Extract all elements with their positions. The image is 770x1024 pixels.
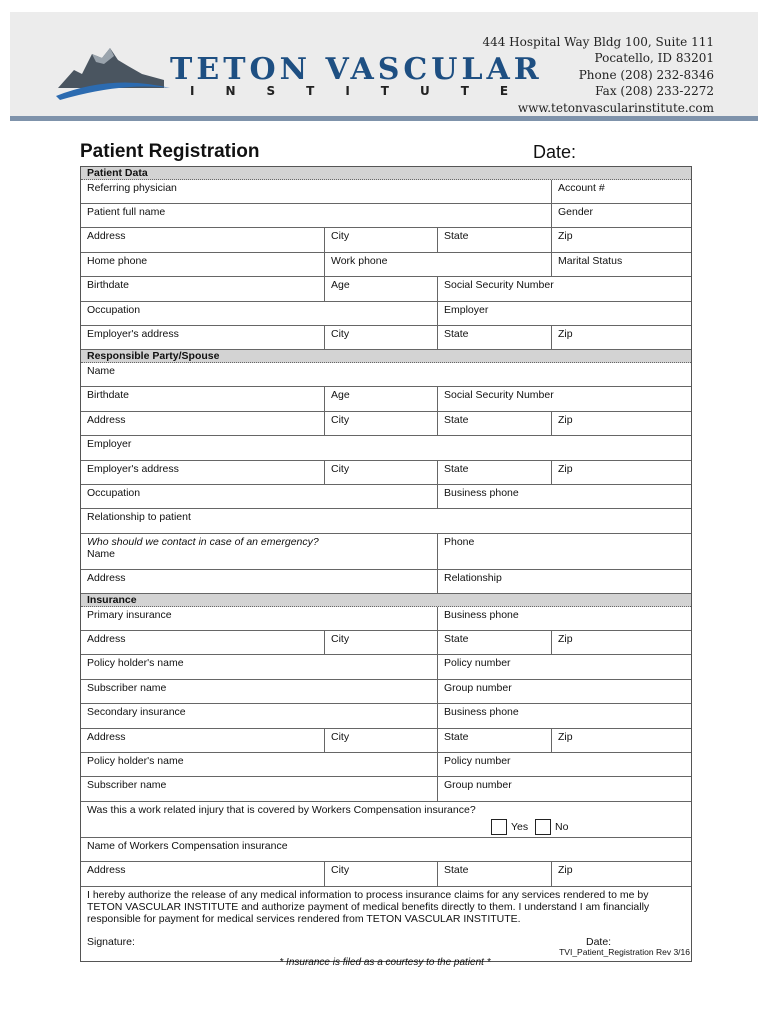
date-field[interactable]: Date: xyxy=(533,142,577,162)
fax-line: Fax (208) 233-2272 xyxy=(595,84,714,99)
form-row xyxy=(81,204,691,228)
emergency-relationship-field[interactable]: Relationship xyxy=(437,570,691,593)
secondary-state-field[interactable]: State xyxy=(437,729,551,752)
primary-insurance-field[interactable]: Primary insurance xyxy=(87,609,172,622)
workers-comp-question: Was this a work related injury that is covered by Workers Compensation insurance? xyxy=(87,803,476,816)
rp-employer-field[interactable]: Employer xyxy=(87,438,132,451)
form-row xyxy=(81,777,691,801)
yes-label: Yes xyxy=(511,820,529,833)
rp-state-field[interactable]: State xyxy=(437,412,551,435)
form-row xyxy=(81,607,691,631)
form-row xyxy=(81,461,691,485)
relationship-to-patient-field[interactable]: Relationship to patient xyxy=(87,511,191,524)
form-row xyxy=(81,631,691,655)
emergency-question: Who should we contact in case of an emergency? xyxy=(87,535,319,548)
home-phone-field[interactable]: Home phone xyxy=(87,254,148,267)
secondary-business-phone-field[interactable]: Business phone xyxy=(437,704,691,727)
form-row xyxy=(81,326,691,350)
address-field[interactable]: Address xyxy=(87,230,126,243)
workers-comp-name-field[interactable]: Name of Workers Compensation insurance xyxy=(87,839,288,852)
emergency-address-field[interactable]: Address xyxy=(87,571,126,584)
form-row xyxy=(81,228,691,252)
form-row xyxy=(81,570,691,594)
form-row xyxy=(81,302,691,326)
employer-state-field[interactable]: State xyxy=(437,326,551,349)
rp-employer-state-field[interactable]: State xyxy=(437,461,551,484)
wc-address-field[interactable]: Address xyxy=(87,864,126,877)
primary-subscriber-field[interactable]: Subscriber name xyxy=(87,681,167,694)
primary-group-number-field[interactable]: Group number xyxy=(437,680,691,703)
employer-field[interactable]: Employer xyxy=(437,302,691,325)
rp-address-field[interactable]: Address xyxy=(87,413,126,426)
secondary-group-number-field[interactable]: Group number xyxy=(437,777,691,800)
form-row xyxy=(81,862,691,886)
primary-city-field[interactable]: City xyxy=(324,631,437,654)
footnote: * Insurance is filed as a courtesy to the patient * xyxy=(279,957,491,968)
registration-form xyxy=(80,166,692,962)
employer-zip-field[interactable]: Zip xyxy=(551,326,691,349)
form-row xyxy=(81,363,691,387)
account-number-field[interactable]: Account # xyxy=(551,180,691,203)
form-row xyxy=(81,753,691,777)
primary-business-phone-field[interactable]: Business phone xyxy=(437,607,691,630)
marital-status-field[interactable]: Marital Status xyxy=(551,253,691,276)
phone-line: Phone (208) 232-8346 xyxy=(578,67,714,82)
emergency-phone-field[interactable]: Phone xyxy=(437,534,691,569)
secondary-subscriber-field[interactable]: Subscriber name xyxy=(87,779,167,792)
letterhead-rule xyxy=(10,116,758,121)
rp-age-field[interactable]: Age xyxy=(324,387,437,410)
rp-employer-city-field[interactable]: City xyxy=(324,461,437,484)
state-field[interactable]: State xyxy=(437,228,551,251)
form-row xyxy=(81,436,691,460)
website-link[interactable]: www.tetonvascularinstitute.com xyxy=(517,100,714,115)
employer-address-field[interactable]: Employer's address xyxy=(87,327,179,340)
secondary-policy-number-field[interactable]: Policy number xyxy=(437,753,691,776)
secondary-address-field[interactable]: Address xyxy=(87,730,126,743)
authorization-text: I hereby authorize the release of any medical information to process insurance claims for any services rendered to me by TETON VASCULAR INSTITUTE and authorize payment of medical benefits directly to them. I understand I am financially responsible for payment for medical services rendered from TETON VASCULAR INSTITUTE. xyxy=(87,888,650,925)
form-row xyxy=(81,485,691,509)
section-header-responsible-party: Responsible Party/Spouse xyxy=(81,350,691,363)
referring-physician-field[interactable]: Referring physician xyxy=(87,182,177,194)
emergency-contact-name-field[interactable] xyxy=(81,534,437,569)
form-row xyxy=(81,729,691,753)
rp-business-phone-field[interactable]: Business phone xyxy=(437,485,691,508)
address-line: Pocatello, ID 83201 xyxy=(594,51,714,66)
secondary-insurance-field[interactable]: Secondary insurance xyxy=(87,706,186,719)
rp-zip-field[interactable]: Zip xyxy=(551,412,691,435)
secondary-city-field[interactable]: City xyxy=(324,729,437,752)
wc-state-field[interactable]: State xyxy=(437,862,551,885)
primary-zip-field[interactable]: Zip xyxy=(551,631,691,654)
logo-subtitle: INSTITUTE xyxy=(190,84,540,98)
form-row xyxy=(81,655,691,679)
signature-field[interactable]: Signature: xyxy=(87,935,135,948)
rp-birthdate-field[interactable]: Birthdate xyxy=(87,389,130,402)
signature-date-field[interactable]: Date: xyxy=(586,935,612,948)
primary-state-field[interactable]: State xyxy=(437,631,551,654)
yes-checkbox[interactable] xyxy=(491,819,507,835)
workers-comp-question-row xyxy=(81,802,691,838)
section-header-patient-data: Patient Data xyxy=(81,167,691,180)
form-row xyxy=(81,534,691,570)
form-row xyxy=(81,412,691,436)
rp-occupation-field[interactable]: Occupation xyxy=(87,486,141,499)
form-row xyxy=(81,253,691,277)
rp-city-field[interactable]: City xyxy=(324,412,437,435)
age-field[interactable]: Age xyxy=(324,277,437,300)
rp-name-field[interactable]: Name xyxy=(87,365,116,378)
wc-zip-field[interactable]: Zip xyxy=(551,862,691,885)
mountain-logo-icon xyxy=(52,44,172,104)
ssn-field[interactable]: Social Security Number xyxy=(437,277,691,300)
form-row xyxy=(81,680,691,704)
form-row xyxy=(81,277,691,301)
patient-name-field[interactable]: Patient full name xyxy=(87,206,166,218)
secondary-zip-field[interactable]: Zip xyxy=(551,729,691,752)
form-row xyxy=(81,180,691,204)
wc-city-field[interactable]: City xyxy=(324,862,437,885)
emergency-name-label: Name xyxy=(87,547,116,560)
logo-name: TETON VASCULAR xyxy=(170,52,543,87)
occupation-field[interactable]: Occupation xyxy=(87,303,141,316)
employer-city-field[interactable]: City xyxy=(324,326,437,349)
primary-address-field[interactable]: Address xyxy=(87,633,126,646)
rp-ssn-field[interactable]: Social Security Number xyxy=(437,387,691,410)
address-line: 444 Hospital Way Bldg 100, Suite 111 xyxy=(482,35,714,49)
city-field[interactable]: City xyxy=(324,228,437,251)
primary-policy-holder-field[interactable]: Policy holder's name xyxy=(87,657,184,670)
page-title: Patient Registration xyxy=(80,141,260,162)
revision-label: TVI_Patient_Registration Rev 3/16 xyxy=(559,947,690,957)
rp-employer-zip-field[interactable]: Zip xyxy=(551,461,691,484)
no-label: No xyxy=(555,820,569,833)
form-row xyxy=(81,509,691,533)
address-block xyxy=(482,34,714,116)
section-header-insurance: Insurance xyxy=(81,594,691,607)
birthdate-field[interactable]: Birthdate xyxy=(87,279,130,292)
form-row xyxy=(81,704,691,728)
form-row xyxy=(81,387,691,411)
zip-field[interactable]: Zip xyxy=(551,228,691,251)
secondary-policy-holder-field[interactable]: Policy holder's name xyxy=(87,755,184,768)
form-row xyxy=(81,838,691,862)
work-phone-field[interactable]: Work phone xyxy=(324,253,551,276)
primary-policy-number-field[interactable]: Policy number xyxy=(437,655,691,678)
gender-field[interactable]: Gender xyxy=(551,204,691,227)
no-checkbox[interactable] xyxy=(535,819,551,835)
rp-employer-address-field[interactable]: Employer's address xyxy=(87,462,179,475)
